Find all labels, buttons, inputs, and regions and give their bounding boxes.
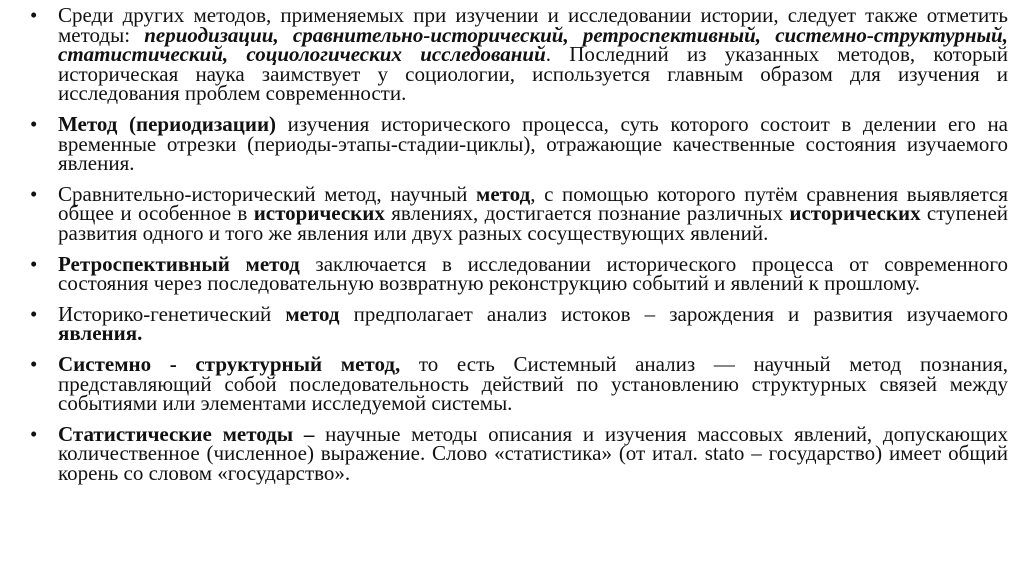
item-text: Сравнительно-исторический метод, научный (58, 181, 477, 206)
item-text: заключается в исследовании исторического процесса от современного состояния через последовательную возвратную реконструкцию событий и явлений к прошлому. (58, 251, 1009, 296)
bullet-item-systemic (30, 351, 1008, 416)
item-text: предполагает анализ истоков – зарождения и развития изучаемого (339, 301, 1008, 326)
item-term: Статистические методы – (58, 421, 315, 446)
bullet-item-retrospective (30, 251, 1009, 296)
bullet-item-statistical (30, 421, 1008, 485)
item-text: . Последний из указанных методов, который историческая наука заимствует у социологии, используется главным образом для изучения и исследования проблем современности. (58, 42, 1008, 106)
bullet-icon: • (30, 251, 38, 276)
item-term: явления. (58, 321, 143, 346)
item-text: , с помощью которого путём сравнения выявляется общее и особенное в (58, 181, 1008, 226)
bullet-item-genetic (30, 301, 1008, 346)
item-text: научные методы описания и изучения массовых явлений, допускающих количественное (численное) выражение. Слово «статистика» (от итал. stato – государство) имеет общий корень со словом «государство». (58, 421, 1008, 485)
bullet-icon: • (30, 351, 38, 376)
item-text: Историко-генетический (58, 301, 286, 326)
item-term: исторических (789, 201, 921, 226)
item-term: исторических (253, 201, 385, 226)
item-term: Метод (периодизации) (58, 111, 277, 136)
bullet-icon: • (30, 301, 38, 326)
item-methods-list: периодизации, сравнительно-исторический, ретроспективный, системно-структурный, статистический, социологических исследований (58, 22, 1008, 67)
item-text: то есть Системный анализ — научный метод познания, представляющий собой последовательность действий по установлению структурных связей между событиями или элементами исследуемой системы. (58, 351, 1008, 416)
item-term: Системно - структурный метод, (58, 351, 401, 376)
bullet-item-periodization (30, 111, 1009, 176)
bullet-item-methods-overview (30, 3, 1008, 106)
bullet-item-comparative (30, 181, 1009, 245)
bullet-icon: • (30, 421, 38, 446)
item-term: метод (476, 181, 531, 206)
item-term: метод (285, 301, 340, 326)
bullet-icon: • (30, 111, 38, 136)
bullet-icon: • (30, 181, 38, 206)
bullet-list (30, 3, 1009, 494)
bullet-icon: • (30, 3, 38, 27)
item-text: изучения исторического процесса, суть которого состоит в делении его на временные отрезки (периоды-этапы-стадии-циклы), отражающие качественные состояния изучаемого явления. (58, 111, 1009, 176)
item-text: ступеней развития одного и того же явления или двух разных сосуществующих явлений. (58, 201, 1009, 245)
item-term: Ретроспективный метод (58, 251, 300, 276)
item-text: явлениях, достигается познание различных (384, 201, 790, 226)
item-text: Среди других методов, применяемых при изучении и исследовании истории, следует также отметить методы: (58, 3, 1008, 47)
